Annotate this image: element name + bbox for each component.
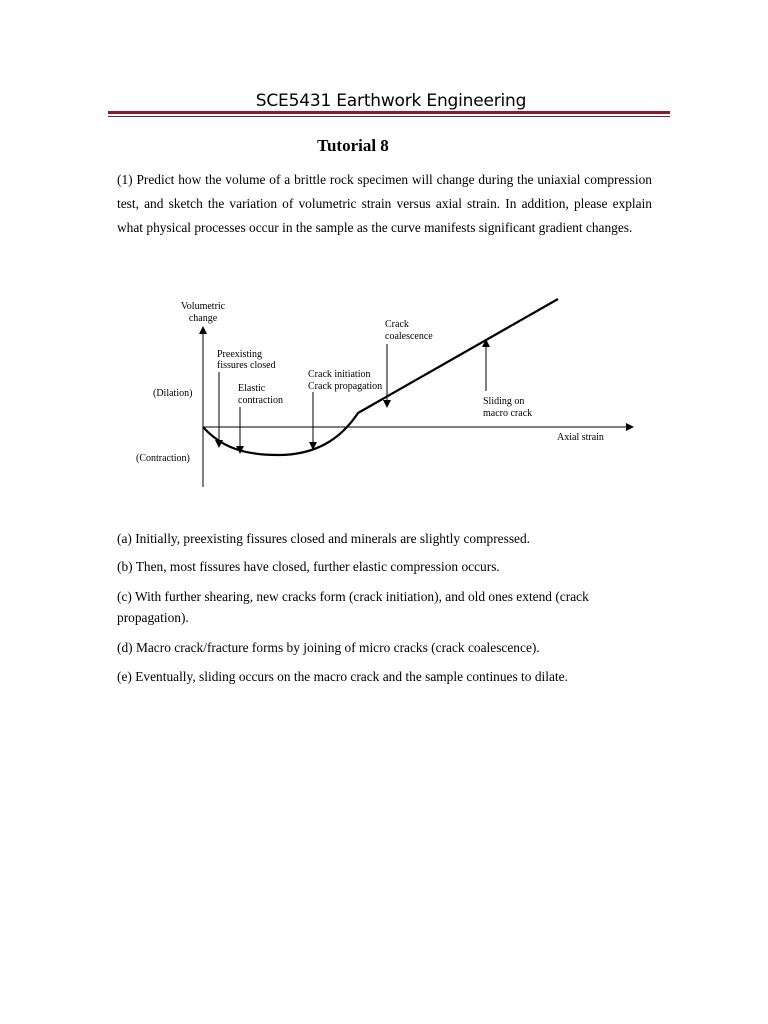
tutorial-title: Tutorial 8 bbox=[317, 136, 389, 155]
crack-initiation-label: Crack initiation Crack propagation bbox=[308, 369, 383, 392]
sliding-label: Sliding on macro crack bbox=[483, 396, 533, 419]
answer-e: (e) Eventually, sliding occurs on the macro crack and the sample continues to dilate. bbox=[117, 669, 568, 684]
volumetric-strain-figure bbox=[110, 290, 650, 500]
answer-c: (c) With further shearing, new cracks form (crack initiation), and old ones extend (crack propagation). bbox=[117, 589, 589, 625]
y-axis-label: Volumetric change bbox=[180, 301, 226, 324]
x-axis-label: Axial strain bbox=[557, 432, 604, 443]
answer-d: (d) Macro crack/fracture forms by joining of micro cracks (crack coalescence). bbox=[117, 640, 540, 655]
header-rule-thick bbox=[108, 111, 670, 114]
volumetric-strain-curve bbox=[203, 299, 558, 455]
coalescence-label: Crack coalescence bbox=[385, 319, 433, 342]
answer-a: (a) Initially, preexisting fissures closed and minerals are slightly compressed. bbox=[117, 531, 531, 546]
elastic-label: Elastic contraction bbox=[238, 383, 283, 406]
course-title: SCE5431 Earthwork Engineering bbox=[255, 91, 527, 111]
answer-b: (b) Then, most fissures have closed, further elastic compression occurs. bbox=[117, 559, 500, 574]
contraction-label: (Contraction) bbox=[136, 453, 190, 464]
preexisting-label: Preexisting fissures closed bbox=[217, 349, 276, 371]
dilation-label: (Dilation) bbox=[153, 388, 193, 399]
header-rule-thin bbox=[108, 116, 670, 117]
question-text: (1) Predict how the volume of a brittle rock specimen will change during the uniaxial compression test, and sketch the variation of volumetric strain versus axial strain. In addition, please explain what physical processes occur in the sample as the curve manifests significant gradient changes. bbox=[117, 172, 652, 235]
